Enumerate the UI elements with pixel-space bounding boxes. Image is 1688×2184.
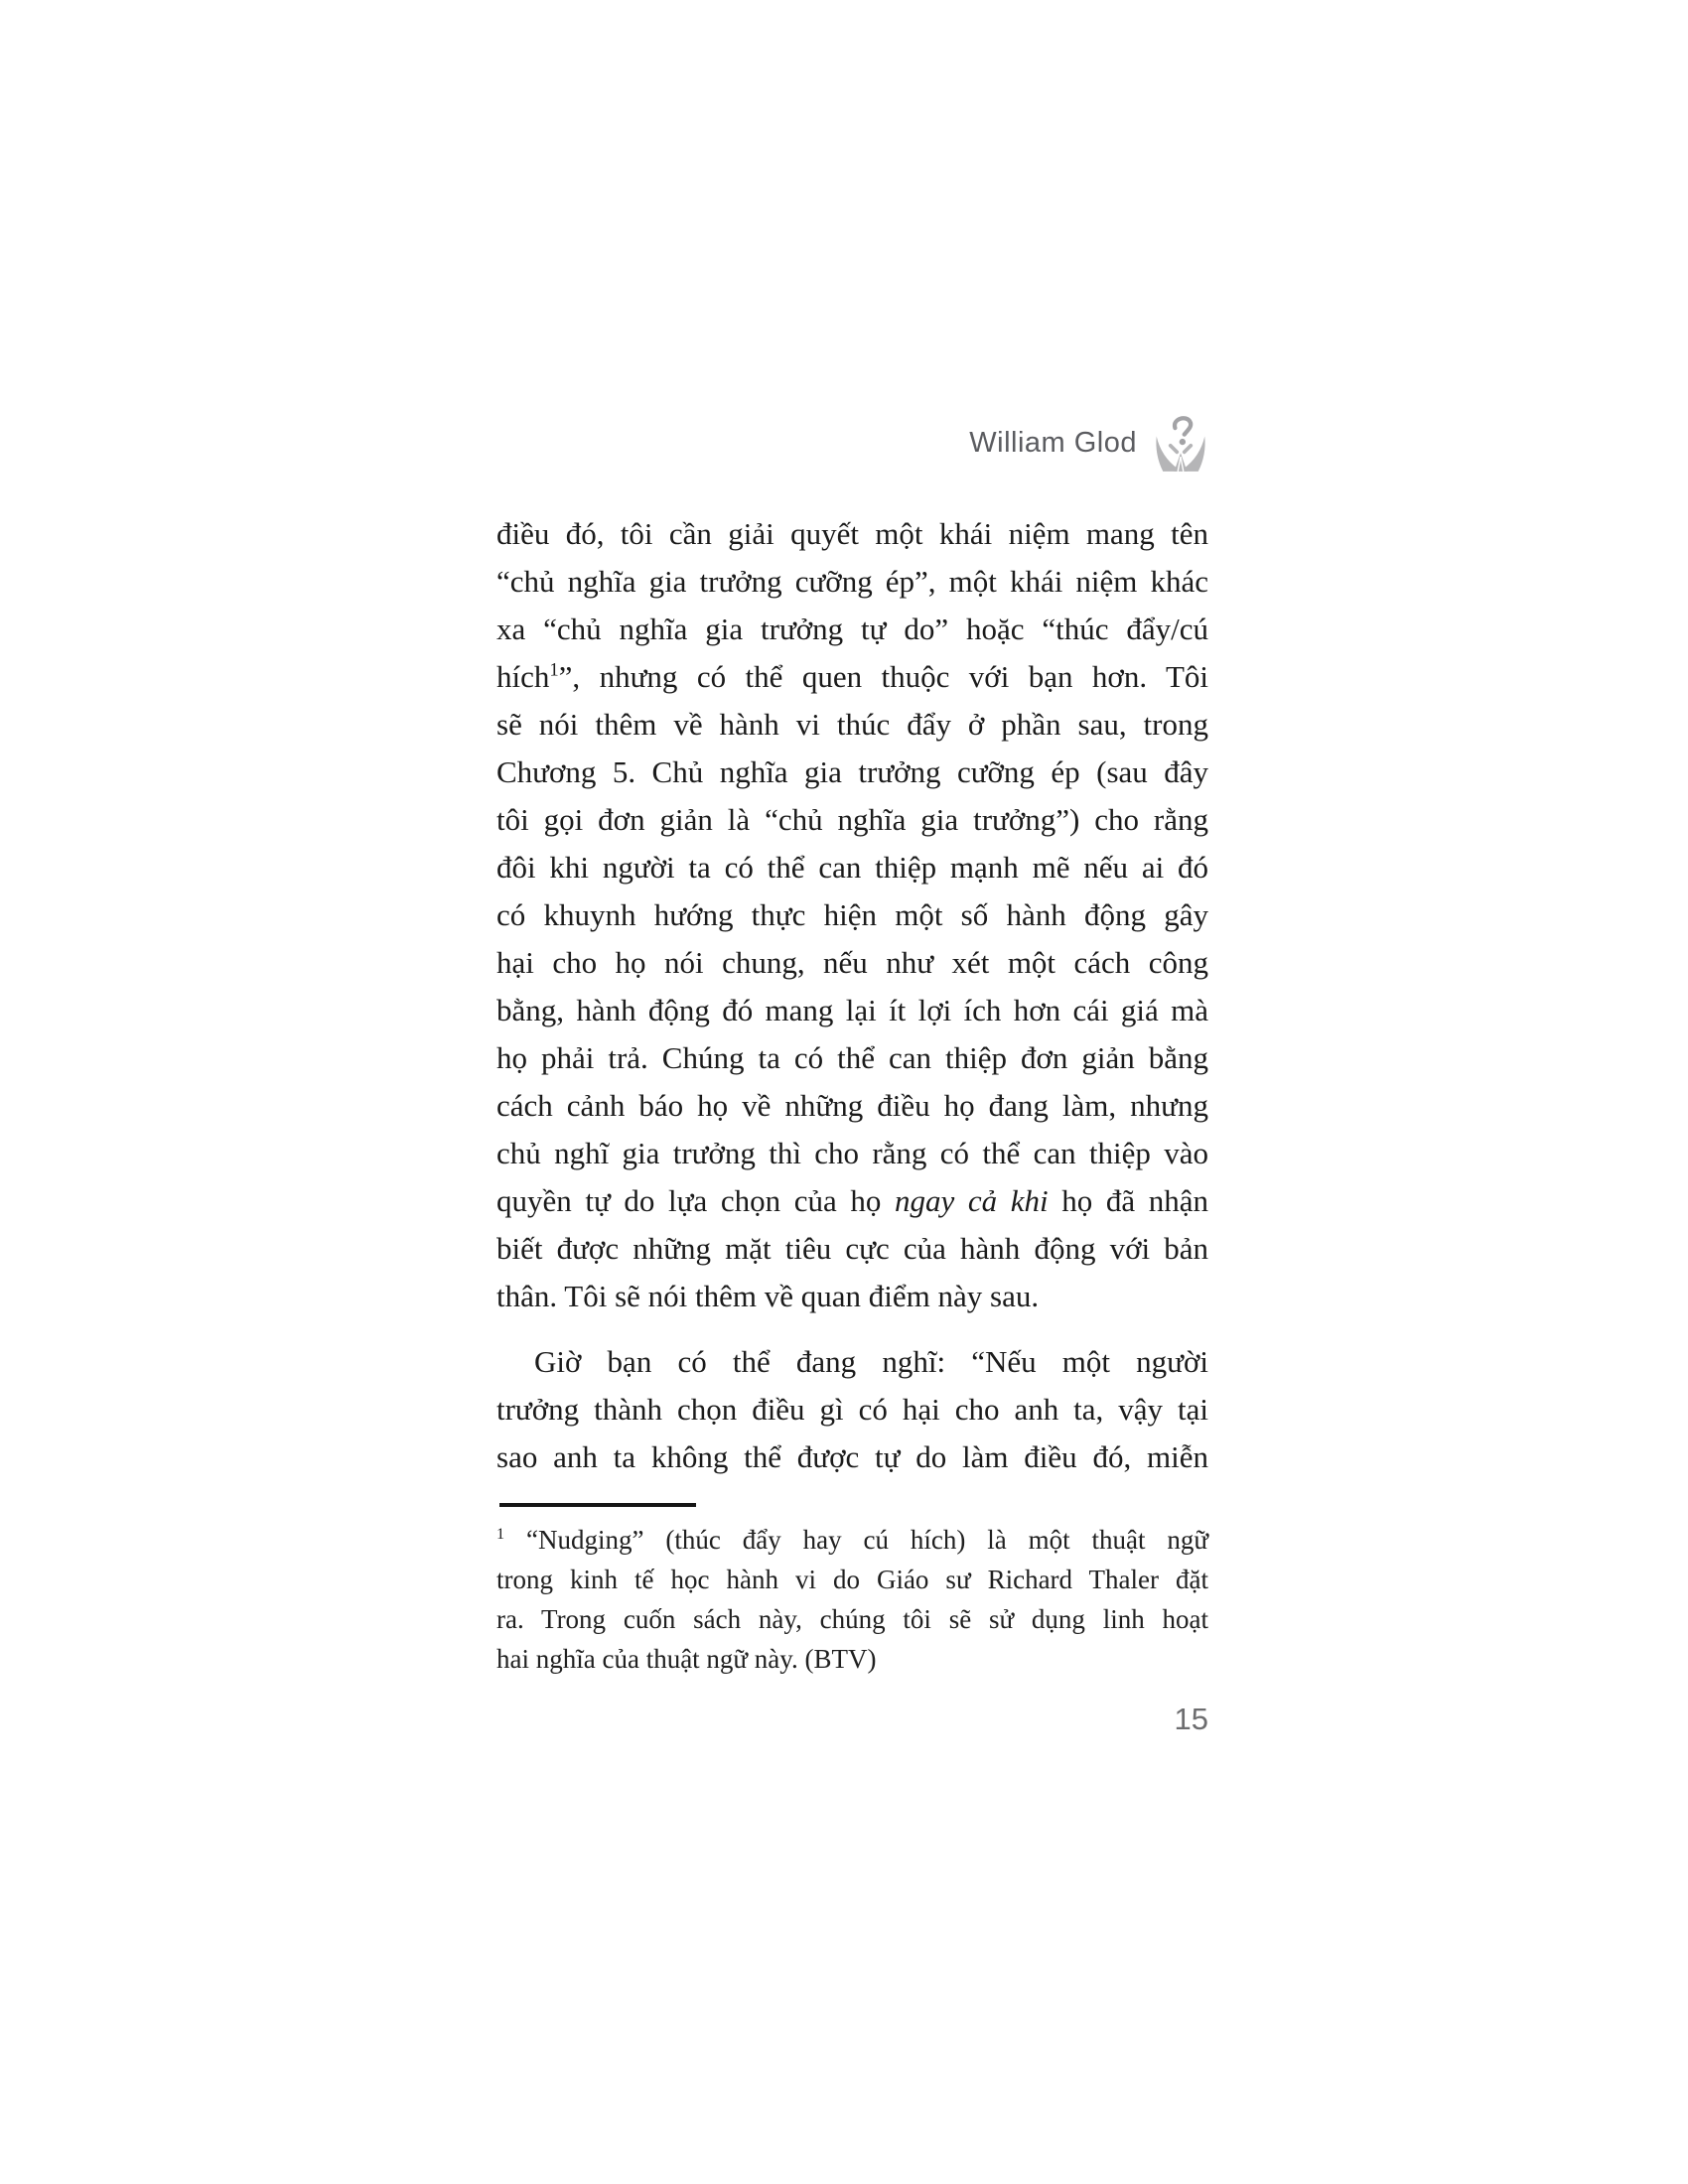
text-line bbox=[496, 1386, 1208, 1433]
emphasized-text: ngay cả khi bbox=[894, 1183, 1049, 1218]
text-line bbox=[496, 1338, 1208, 1386]
text-line bbox=[496, 1560, 1208, 1599]
text-segment: xa “chủ nghĩa gia trưởng tự do” hoặc “thúc đẩy/cú bbox=[496, 612, 1208, 646]
text-line bbox=[496, 1433, 1208, 1481]
text-segment: chủ nghĩ gia trưởng thì cho rằng có thể can thiệp vào bbox=[496, 1136, 1208, 1170]
text-segment: “Nudging” (thúc đẩy hay cú hích) là một thuật ngữ bbox=[504, 1525, 1208, 1555]
text-line bbox=[496, 796, 1208, 844]
text-segment: tôi gọi đơn giản là “chủ nghĩa gia trưởng”) cho rằng bbox=[496, 802, 1208, 837]
page-number: 15 bbox=[1174, 1702, 1208, 1736]
text-line bbox=[496, 749, 1208, 796]
text-segment: sẽ nói thêm về hành vi thúc đẩy ở phần sau, trong bbox=[496, 707, 1208, 742]
text-segment: có khuynh hướng thực hiện một số hành động gây bbox=[496, 897, 1208, 932]
author-name: William Glod bbox=[969, 426, 1137, 459]
text-segment: cách cảnh báo họ về những điều họ đang làm, nhưng bbox=[496, 1088, 1208, 1123]
text-segment: biết được những mặt tiêu cực của hành động với bản bbox=[496, 1231, 1208, 1266]
text-segment: hai nghĩa của thuật ngữ này. (BTV) bbox=[496, 1644, 877, 1674]
text-segment: ”, nhưng có thể quen thuộc với bạn hơn. Tôi bbox=[558, 659, 1208, 694]
text-segment: “chủ nghĩa gia trưởng cưỡng ép”, một khái niệm khác bbox=[496, 564, 1208, 599]
text-line bbox=[496, 1225, 1208, 1273]
text-segment: hại cho họ nói chung, nếu như xét một cách công bbox=[496, 945, 1208, 980]
paragraph bbox=[496, 510, 1208, 1320]
text-line bbox=[496, 891, 1208, 939]
text-line bbox=[496, 1599, 1208, 1639]
text-line bbox=[496, 1520, 1208, 1560]
text-segment: Chương 5. Chủ nghĩa gia trưởng cưỡng ép (sau đây bbox=[496, 754, 1208, 789]
text-line bbox=[496, 510, 1208, 558]
text-line bbox=[496, 653, 1208, 701]
text-segment: đôi khi người ta có thể can thiệp mạnh mẽ nếu ai đó bbox=[496, 850, 1208, 885]
text-segment: Giờ bạn có thể đang nghĩ: “Nếu một người bbox=[534, 1344, 1208, 1379]
text-segment: hích bbox=[496, 659, 550, 694]
text-line bbox=[496, 1639, 1208, 1679]
footnote bbox=[496, 1520, 1208, 1679]
footnote-separator bbox=[499, 1503, 696, 1507]
text-line bbox=[496, 1034, 1208, 1082]
page-header bbox=[496, 411, 1208, 475]
text-segment: bằng, hành động đó mang lại ít lợi ích hơn cái giá mà bbox=[496, 993, 1208, 1027]
body-text bbox=[496, 510, 1208, 1481]
text-line bbox=[496, 606, 1208, 653]
text-line bbox=[496, 1273, 1208, 1320]
text-segment: trong kinh tế học hành vi do Giáo sư Richard Thaler đặt bbox=[496, 1565, 1208, 1594]
paragraph bbox=[496, 1338, 1208, 1481]
footnote-marker: 1 bbox=[549, 659, 559, 681]
text-line bbox=[496, 939, 1208, 987]
text-line bbox=[496, 844, 1208, 891]
text-segment: điều đó, tôi cần giải quyết một khái niệm mang tên bbox=[496, 516, 1208, 551]
text-segment: quyền tự do lựa chọn của họ bbox=[496, 1183, 895, 1218]
text-line bbox=[496, 1130, 1208, 1177]
text-segment: họ phải trả. Chúng ta có thể can thiệp đơn giản bằng bbox=[496, 1040, 1208, 1075]
text-line bbox=[496, 558, 1208, 606]
text-segment: ra. Trong cuốn sách này, chúng tôi sẽ sử dụng linh hoạt bbox=[496, 1604, 1208, 1634]
text-segment: trưởng thành chọn điều gì có hại cho anh ta, vậy tại bbox=[496, 1392, 1208, 1427]
publisher-logo-icon bbox=[1153, 414, 1208, 472]
text-segment: thân. Tôi sẽ nói thêm về quan điểm này sau. bbox=[496, 1279, 1040, 1313]
text-segment: sao anh ta không thể được tự do làm điều đó, miễn bbox=[496, 1439, 1208, 1474]
text-line bbox=[496, 701, 1208, 749]
footnote-marker: 1 bbox=[496, 1525, 505, 1543]
text-line bbox=[496, 1082, 1208, 1130]
text-line bbox=[496, 1177, 1208, 1225]
text-line bbox=[496, 987, 1208, 1034]
text-segment: họ đã nhận bbox=[1048, 1183, 1208, 1218]
